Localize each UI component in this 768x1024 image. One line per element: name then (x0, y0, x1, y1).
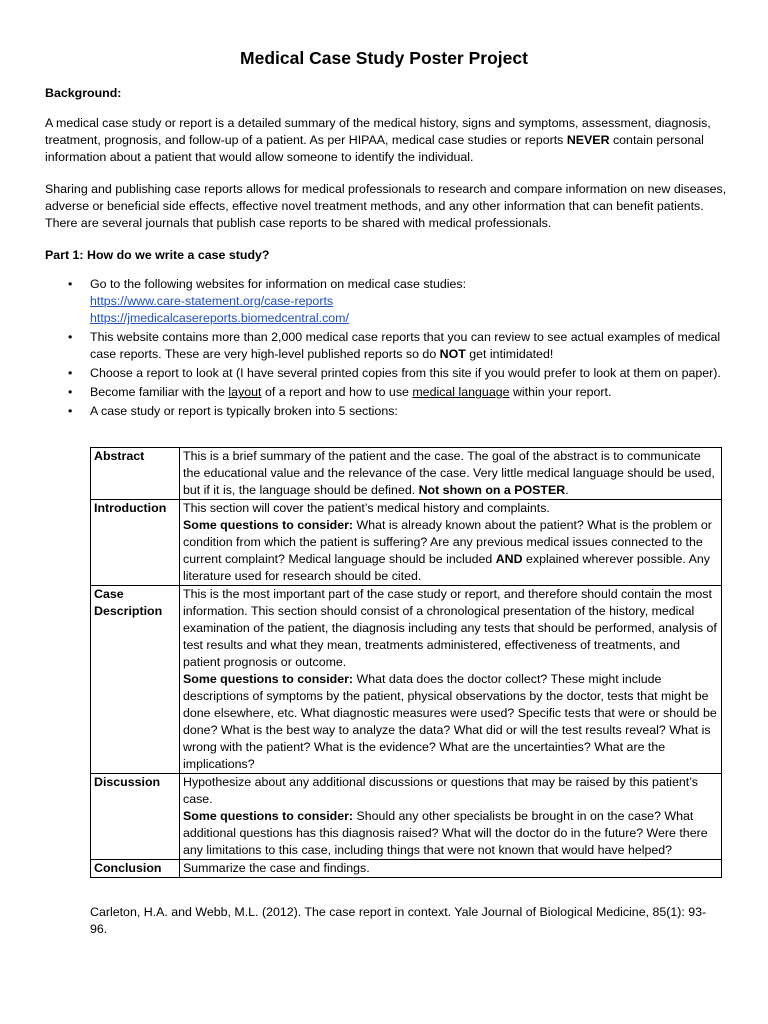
abstract-end: . (565, 483, 569, 497)
bullet-text: This website contains more than 2,000 medical case reports that you can review to see actual examples of medical case reports. These are very high-level published reports so do (90, 330, 721, 361)
section-label-abstract: Abstract (91, 448, 180, 500)
bullet-icon: • (68, 366, 73, 380)
bullet-icon: • (68, 277, 73, 291)
section-text-case-description (180, 586, 722, 774)
list-item (45, 329, 727, 363)
jmedicalcasereports-link[interactable]: https://jmedicalcasereports.biomedcentral.com/ (90, 311, 349, 325)
table-row (91, 448, 722, 500)
section-text-abstract (180, 448, 722, 500)
bullet-text: Go to the following websites for information on medical case studies: (90, 277, 467, 291)
para1-text-c: contain personal information about a patient that would allow someone to identify the individual. (45, 133, 704, 164)
list-item (45, 384, 727, 401)
care-statement-link[interactable]: https://www.care-statement.org/case-reports (90, 294, 334, 308)
questions-label: Some questions to consider: (183, 672, 354, 686)
part1-heading: Part 1: How do we write a case study? (45, 248, 270, 262)
discussion-questions: Should any other specialists be brought in on the case? What additional questions has this diagnosis raised? What will the doctor do in the future? Were there any limitations to this case, including things that were not known that would have helped? (183, 809, 708, 857)
underlined-medical-language: medical language (412, 385, 510, 399)
list-item (45, 276, 727, 327)
bullet-text: Choose a report to look at (I have several printed copies from this site if you would prefer to look at them on paper). (90, 366, 721, 380)
bullet-text: of a report and how to use (261, 385, 413, 399)
instructions-list (45, 276, 727, 422)
section-label-conclusion: Conclusion (91, 860, 180, 878)
introduction-questions: What is already known about the patient? What is the problem or condition from which the patient is suffering? Are any previous medical issues connected to the current complaint? Medical language should be included (183, 518, 712, 566)
introduction-text-end: explained wherever possible. Any literature used for research should be cited. (183, 552, 710, 583)
case-description-text: This is the most important part of the case study or report, and therefore should contain the most information. This section should consist of a chronological presentation of the history, medical examination of the patient, the diagnosis including any tests that should be performed, analysis of test results and what they mean, treatments administered, effectiveness of treatments, and patient prognosis or outcome. (183, 587, 717, 669)
section-label-discussion: Discussion (91, 774, 180, 860)
bullet-text: A case study or report is typically broken into 5 sections: (90, 404, 398, 418)
introduction-text: This section will cover the patient’s medical history and complaints. (183, 501, 550, 515)
bullet-text: within your report. (509, 385, 612, 399)
list-item (45, 365, 727, 382)
citation: Carleton, H.A. and Webb, M.L. (2012). The case report in context. Yale Journal of Biological Medicine, 85(1): 93-96. (90, 905, 707, 936)
questions-label: Some questions to consider: (183, 809, 354, 823)
abstract-not-shown: Not shown on a POSTER (418, 483, 566, 497)
case-sections-table (90, 447, 722, 878)
discussion-text: Hypothesize about any additional discussions or questions that may be raised by this patient’s case. (183, 775, 698, 806)
section-text-introduction (180, 500, 722, 586)
abstract-text: This is a brief summary of the patient and the case. The goal of the abstract is to communicate the educational value and the relevance of the case. Very little medical language should be used, but if it is, the language should be defined. (183, 449, 715, 497)
bullet-icon: • (68, 404, 73, 418)
introduction-and: AND (495, 552, 523, 566)
bullet-icon: • (68, 330, 73, 344)
para1-emphasis-never: NEVER (566, 133, 610, 147)
background-paragraph-2: Sharing and publishing case reports allows for medical professionals to research and compare information on new diseases, adverse or beneficial side effects, effective novel treatment methods, and any other information that can benefit patients. There are several journals that publish case reports to be shared with medical professionals. (45, 182, 727, 230)
bullet-icon: • (68, 385, 73, 399)
background-paragraph-1 (45, 115, 727, 166)
page-title: Medical Case Study Poster Project (240, 48, 528, 68)
table-row (91, 774, 722, 860)
section-text-discussion (180, 774, 722, 860)
bullet-text: get intimidated! (465, 347, 554, 361)
para1-text-a: A medical case study or report is a detailed summary of the medical history, signs and symptoms, assessment, diagnosis, treatment, prognosis, and follow-up of a patient. As per HIPAA, medical case studies or reports (45, 116, 711, 147)
table-row (91, 860, 722, 878)
questions-label: Some questions to consider: (183, 518, 354, 532)
section-label-introduction: Introduction (91, 500, 180, 586)
section-label-case-description: Case Description (91, 586, 180, 774)
table-row (91, 586, 722, 774)
bullet-emphasis-not: NOT (439, 347, 466, 361)
section-text-conclusion: Summarize the case and findings. (180, 860, 722, 878)
bullet-text: Become familiar with the (90, 385, 229, 399)
case-description-questions: What data does the doctor collect? These might include descriptions of symptoms by the patient, physical observations by the doctor, tests that might be done elsewhere, etc. What diagnostic measures were used? Specific tests that were or should be done? What is the best way to analyze the data? What did or will the test results reveal? What is wrong with the patient? What is the evidence? What are the uncertainties? What are the implications? (183, 672, 717, 771)
list-item (45, 403, 727, 420)
underlined-layout: layout (228, 385, 262, 399)
background-heading: Background: (45, 86, 122, 100)
table-row (91, 500, 722, 586)
